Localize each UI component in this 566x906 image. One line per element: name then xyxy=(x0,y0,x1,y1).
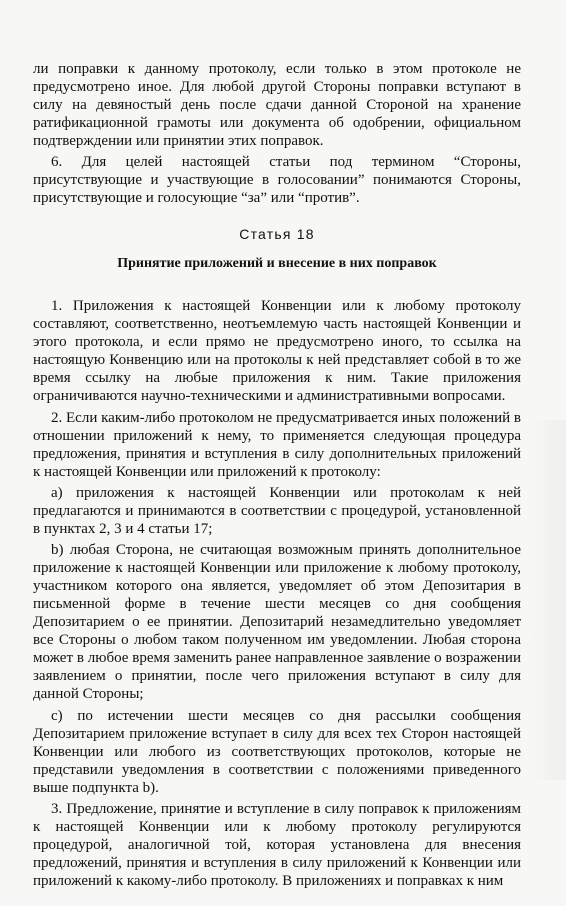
paragraph-2c: с) по истечении шести месяцев со дня рассылки сообщения Депозитарием приложение вступает в силу для всех тех Сторон настоящей Конвенции или любого из соответствующих протоколов, которые не представили уведомления в соответствии с положениями приведенного выше подпункта b). xyxy=(33,708,521,796)
paragraph-continuation: ли поправки к данному протоколу, если только в этом протоколе не предусмотрено иное. Для любой другой Стороны поправки вступают в силу на девяностый день после сдачи данной Стороной на хранение ратификационной грамоты или документа об одобрении, официальном подтверждении или принятии этих поправок. xyxy=(33,61,521,149)
paragraph-2a: а) приложения к настоящей Конвенции или протоколам к ней предлагаются и принимаются в соответствии с процедурой, установленной в пунктах 2, 3 и 4 статьи 17; xyxy=(33,485,521,537)
paragraph-3: 3. Предложение, принятие и вступление в силу поправок к приложениям к настоящей Конвенции или к любому протоколу регулируются процедурой, аналогичной той, которая установлена для внесения предложений, принятия и вступления в силу приложений к Конвенции или приложений к какому-либо протоколу. В приложениях и поправках к ним xyxy=(33,801,521,889)
scan-shadow xyxy=(526,420,566,780)
article-title: Статья 18 xyxy=(239,226,315,242)
paragraph-1: 1. Приложения к настоящей Конвенции или к любому протоколу составляют, соответственно, неотъемлемую часть настоящей Конвенции и этого протокола, и если прямо не предусмотрено иного, то ссылка на настоящую Конвенцию или на протоколы к ней представляет собой в то же время ссылку на любые приложения к ним. Такие приложения ограничиваются научно-техническими и административными вопросами. xyxy=(33,298,521,404)
article-heading: Принятие приложений и внесение в них поправок xyxy=(117,256,437,271)
paragraph-2b: b) любая Сторона, не считающая возможным принять дополнительное приложение к настоящей Конвенции или приложение к любому протоколу, участником которого она является, уведомляет об этом Депозитария в письменной форме в течение шести месяцев со дня сообщения Депозитарием о ее принятии. Депозитарий незамедлительно уведомляет все Стороны о любом таком полученном им уведомлении. Любая сторона может в любое время заменить ранее направленное заявление о возражении заявлением о принятии, после чего приложения вступают в силу для данной Стороны; xyxy=(33,542,521,702)
paragraph-2: 2. Если каким-либо протоколом не предусматривается иных положений в отношении приложений к нему, то применяется следующая процедура предложения, принятия и вступления в силу дополнительных приложений к настоящей Конвенции или приложений к протоколу: xyxy=(33,410,521,480)
document-page xyxy=(33,60,521,890)
paragraph-6: 6. Для целей настоящей статьи под термином “Стороны, присутствующие и участвующие в голосовании” понимаются Стороны, присутствующие и голосующие “за” или “против”. xyxy=(33,154,521,206)
